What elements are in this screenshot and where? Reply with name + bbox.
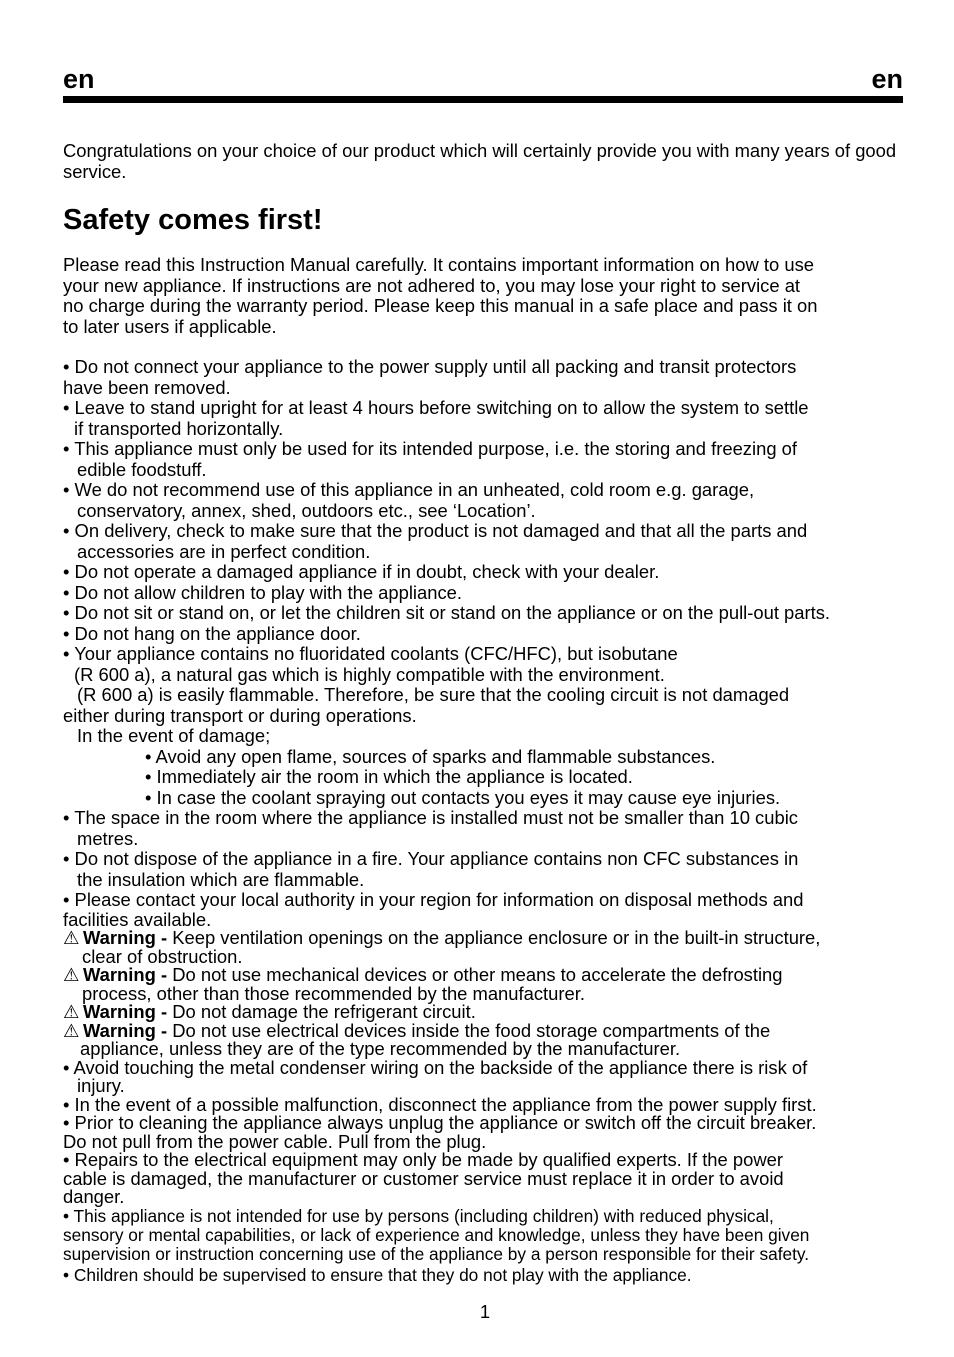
list-item bbox=[63, 1151, 913, 1207]
list-item bbox=[63, 644, 913, 808]
list-item-line: either during transport or during operations. bbox=[63, 704, 417, 726]
list-item: • Do not sit or stand on, or let the children sit or stand on the appliance or on the pull-out parts. bbox=[63, 602, 831, 623]
list-item-line: • Your appliance contains no fluoridated coolants (CFC/HFC), but isobutane bbox=[63, 643, 678, 664]
language-label-left: en bbox=[63, 64, 95, 94]
warning-label: Warning - bbox=[83, 1001, 168, 1022]
list-item-line: edible foodstuff. bbox=[77, 458, 207, 480]
warning-label: Warning - bbox=[83, 927, 168, 948]
paragraph-line: your new appliance. If instructions are not adhered to, you may lose your right to service at bbox=[63, 274, 801, 296]
list-item-line: cable is damaged, the manufacturer or customer service must replace it in order to avoid bbox=[63, 1167, 784, 1189]
paragraph-line: to later users if applicable. bbox=[63, 315, 277, 337]
list-item-line: injury. bbox=[77, 1075, 125, 1096]
list-item-line: (R 600 a), a natural gas which is highly compatible with the environment. bbox=[74, 663, 665, 685]
warning-triangle-icon: ⚠ bbox=[63, 927, 80, 948]
list-item bbox=[63, 398, 913, 439]
list-item-line: • We do not recommend use of this appliance in an unheated, cold room e.g. garage, bbox=[63, 479, 755, 500]
list-item bbox=[63, 521, 913, 562]
list-item: • Do not operate a damaged appliance if in doubt, check with your dealer. bbox=[63, 561, 660, 582]
warning-triangle-icon: ⚠ bbox=[63, 1019, 80, 1041]
list-item-line: In the event of damage; bbox=[77, 725, 271, 746]
list-item-line: if transported horizontally. bbox=[74, 417, 284, 439]
list-item-line: • On delivery, check to make sure that the product is not damaged and that all the parts and bbox=[63, 520, 808, 541]
list-item-line: • Do not dispose of the appliance in a fire. Your appliance contains non CFC substances in bbox=[63, 848, 799, 869]
sub-list-item: • In case the coolant spraying out contacts you eyes it may cause eye injuries. bbox=[145, 786, 781, 808]
list-item-line: • This appliance must only be used for its intended purpose, i.e. the storing and freezing of bbox=[63, 438, 797, 459]
warning-item bbox=[63, 1019, 913, 1059]
warning-triangle-icon: ⚠ bbox=[63, 964, 80, 985]
list-item bbox=[63, 357, 913, 398]
warning-item bbox=[63, 929, 913, 966]
warning-item bbox=[63, 966, 913, 1003]
list-item bbox=[63, 1056, 913, 1096]
warning-text: Keep ventilation openings on the appliance enclosure or in the built-in structure, bbox=[167, 927, 821, 948]
list-item bbox=[63, 1207, 913, 1264]
list-item-line: sensory or mental capabilities, or lack of experience and knowledge, unless they have been given bbox=[63, 1224, 810, 1245]
list-item bbox=[63, 480, 913, 521]
header-rule bbox=[63, 96, 903, 103]
list-item: • Do not allow children to play with the appliance. bbox=[63, 581, 462, 603]
list-item-line: • Prior to cleaning the appliance always unplug the appliance or switch off the circuit breaker. bbox=[63, 1112, 817, 1133]
warning-text: appliance, unless they are of the type recommended by the manufacturer. bbox=[80, 1038, 681, 1059]
list-item-line: (R 600 a) is easily flammable. Therefore, be sure that the cooling circuit is not damaged bbox=[77, 684, 790, 705]
list-item-line: • Avoid touching the metal condenser wiring on the backside of the appliance there is risk of bbox=[63, 1056, 808, 1078]
list-item-line: accessories are in perfect condition. bbox=[77, 540, 371, 562]
list-item bbox=[63, 1114, 913, 1151]
warning-label: Warning - bbox=[83, 964, 168, 985]
list-item: • Do not hang on the appliance door. bbox=[63, 622, 361, 644]
list-item-line: • Repairs to the electrical equipment may only be made by qualified experts. If the power bbox=[63, 1149, 783, 1170]
list-item bbox=[63, 890, 913, 929]
list-item: • In the event of a possible malfunction, disconnect the appliance from the power supply first. bbox=[63, 1093, 817, 1115]
warning-text: Do not damage the refrigerant circuit. bbox=[167, 1001, 476, 1022]
list-item bbox=[63, 849, 913, 890]
intro-text: Congratulations on your choice of our product which will certainly provide you with many years of good service. bbox=[63, 140, 897, 182]
paragraph-line: Please read this Instruction Manual carefully. It contains important information on how to use bbox=[63, 254, 814, 275]
list-item-line: danger. bbox=[63, 1186, 125, 1207]
warning-text: Do not use mechanical devices or other means to accelerate the defrosting bbox=[167, 964, 783, 985]
list-item: • Children should be supervised to ensure that they do not play with the appliance. bbox=[63, 1264, 692, 1285]
language-label-right: en bbox=[871, 64, 903, 94]
list-item-line: • Do not connect your appliance to the power supply until all packing and transit protectors bbox=[63, 356, 797, 377]
instruction-paragraph bbox=[63, 255, 908, 337]
list-item-line: • Please contact your local authority in your region for information on disposal methods and bbox=[63, 889, 804, 910]
list-item-line: • Leave to stand upright for at least 4 hours before switching on to allow the system to settle bbox=[63, 397, 809, 418]
list-item-line: the insulation which are flammable. bbox=[77, 868, 365, 890]
list-item-line: • The space in the room where the appliance is installed must not be smaller than 10 cubic bbox=[63, 807, 798, 828]
safety-list bbox=[63, 357, 913, 1285]
warning-triangle-icon: ⚠ bbox=[63, 1001, 80, 1022]
warning-text: process, other than those recommended by the manufacturer. bbox=[82, 982, 585, 1004]
section-title: Safety comes first! bbox=[63, 204, 323, 236]
list-item-line: Do not pull from the power cable. Pull from the plug. bbox=[63, 1130, 487, 1152]
paragraph-line: no charge during the warranty period. Please keep this manual in a safe place and pass it on bbox=[63, 295, 818, 316]
list-item-line: supervision or instruction concerning use of the appliance by a person responsible for their safety. bbox=[63, 1243, 810, 1264]
warning-text: clear of obstruction. bbox=[82, 945, 243, 967]
warning-text: Do not use electrical devices inside the food storage compartments of the bbox=[167, 1019, 771, 1041]
page-number: 1 bbox=[479, 1301, 491, 1322]
warning-label: Warning - bbox=[83, 1019, 168, 1041]
list-item-line: facilities available. bbox=[63, 908, 212, 930]
list-item-line: • This appliance is not intended for use by persons (including children) with reduced physical, bbox=[63, 1205, 774, 1226]
sub-list-item: • Avoid any open flame, sources of sparks and flammable substances. bbox=[145, 745, 716, 767]
list-item bbox=[63, 439, 913, 480]
list-item-line: have been removed. bbox=[63, 376, 231, 398]
list-item bbox=[63, 808, 913, 849]
list-item-line: metres. bbox=[77, 827, 139, 849]
list-item-line: conservatory, annex, shed, outdoors etc., see ‘Location’. bbox=[77, 499, 536, 521]
sub-list-item: • Immediately air the room in which the appliance is located. bbox=[145, 766, 633, 787]
